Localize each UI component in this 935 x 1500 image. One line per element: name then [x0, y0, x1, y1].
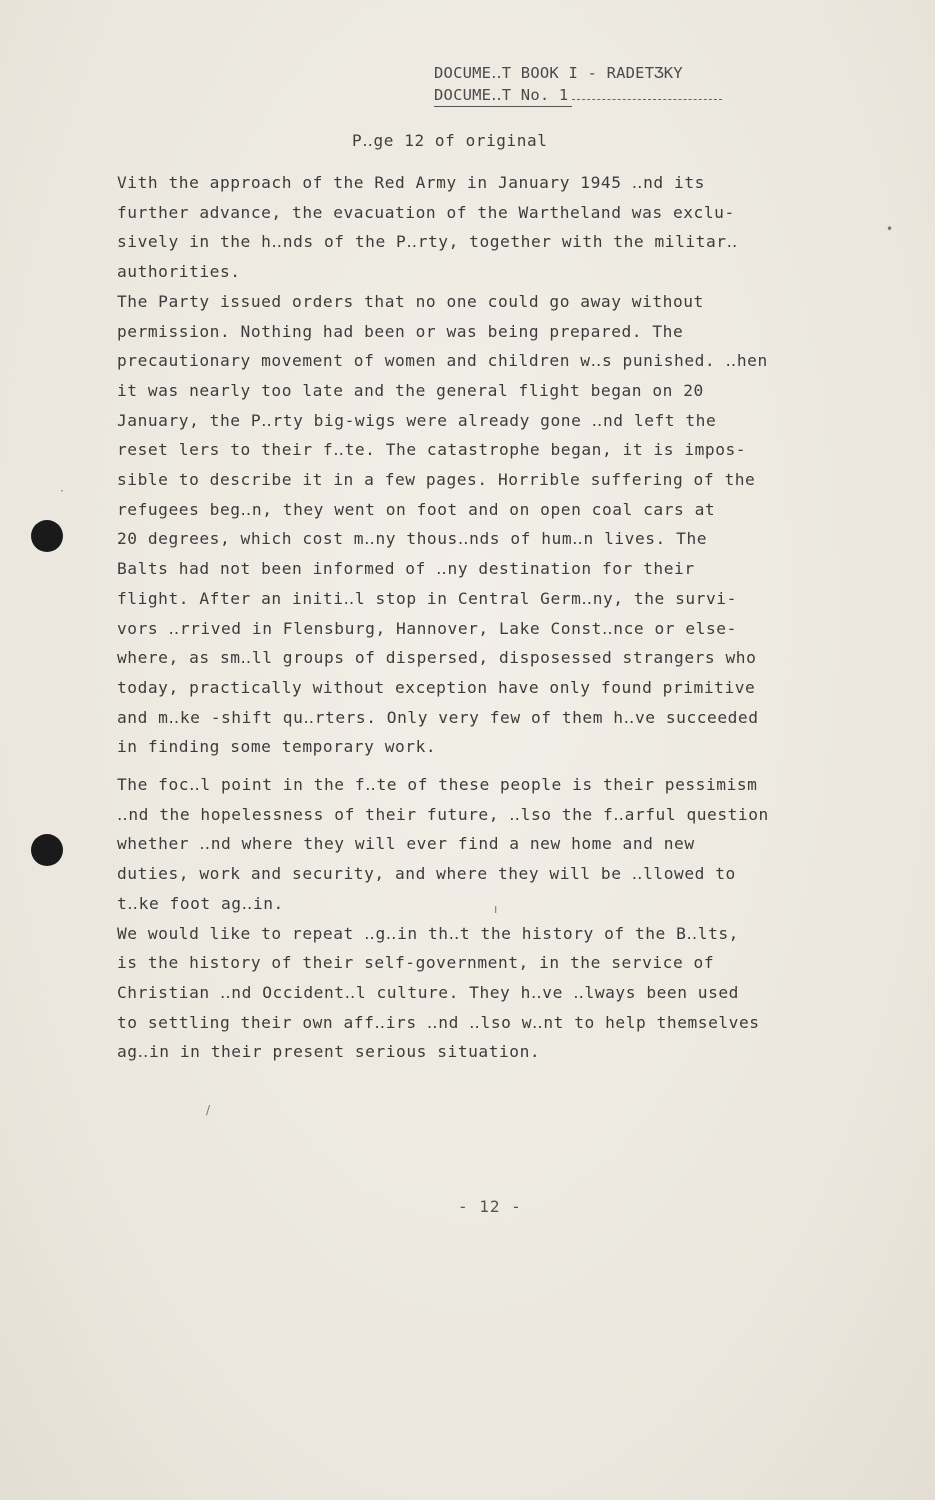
header-book-line: DOCUME‥T BOOK I - RADETƷKY	[434, 64, 683, 82]
text-line: The Party issued orders that no one could go away without	[117, 291, 704, 311]
punch-hole-bottom	[31, 834, 63, 866]
text-line: refugees beg‥n, they went on foot and on open coal cars at	[117, 499, 716, 519]
stray-mark: •	[886, 222, 894, 236]
text-line: and m‥ke -shift qu‥rters. Only very few of them h‥ve succeeded	[117, 707, 759, 727]
text-line: Vith the approach of the Red Army in January 1945 ‥nd its	[117, 173, 705, 192]
paragraph-1	[117, 168, 877, 287]
page-reference: P‥ge 12 of original	[352, 131, 548, 150]
text-line: whether ‥nd where they will ever find a new home and new	[117, 834, 695, 854]
punch-hole-top	[31, 520, 63, 552]
text-line: vors ‥rrived in Flensburg, Hannover, Lake Const‥nce or else-	[117, 618, 737, 638]
text-line: sible to describe it in a few pages. Horrible suffering of the	[117, 470, 756, 490]
text-line: Christian ‥nd Occident‥l culture. They h‥ve ‥lways been used	[117, 982, 739, 1002]
text-line: sively in the h‥nds of the P‥rty, together with the militar‥	[117, 232, 738, 252]
paragraph-3	[117, 770, 877, 919]
paragraph-2	[117, 287, 877, 762]
text-line: flight. After an initi‥l stop in Central Germ‥ny, the survi-	[117, 588, 737, 608]
text-line: today, practically without exception have only found primitive	[117, 677, 756, 697]
paragraph-4	[117, 919, 877, 1068]
text-line: it was nearly too late and the general flight began on 20	[117, 380, 704, 400]
text-line: duties, work and security, and where they will be ‥llowed to	[117, 864, 736, 884]
text-line: precautionary movement of women and children w‥s punished. ‥hen	[117, 351, 768, 371]
text-line: t‥ke foot ag‥in.	[117, 893, 284, 913]
text-line: further advance, the evacuation of the Wartheland was exclu-	[117, 202, 735, 222]
header-document-number: DOCUME‥T No. 1	[434, 84, 572, 107]
stray-mark: ·	[60, 484, 64, 498]
page-number: - 12 -	[458, 1197, 522, 1216]
stray-mark: /	[206, 1103, 211, 1117]
text-line: The foc‥l point in the f‥te of these people is their pessimism	[117, 775, 758, 795]
text-line: Balts had not been informed of ‥ny destination for their	[117, 559, 695, 579]
text-line: permission. Nothing had been or was being prepared. The	[117, 321, 684, 341]
text-line: is the history of their self-government, in the service of	[117, 953, 715, 973]
text-line: We would like to repeat ‥g‥in th‥t the history of the B‥lts,	[117, 923, 739, 943]
document-header	[434, 62, 722, 107]
stray-mark: ı	[494, 902, 498, 916]
text-line: in finding some temporary work.	[117, 737, 437, 757]
document-body	[117, 168, 877, 1067]
text-line: reset lers to their f‥te. The catastrophe began, it is impos-	[117, 440, 747, 460]
text-line: 20 degrees, which cost m‥ny thous‥nds of hum‥n lives. The	[117, 529, 708, 549]
text-line: where, as sm‥ll groups of dispersed, disposessed strangers who	[117, 648, 757, 668]
text-line: January, the P‥rty big-wigs were already gone ‥nd left the	[117, 410, 717, 430]
text-line: to settling their own aff‥irs ‥nd ‥lso w‥nt to help themselves	[117, 1012, 760, 1032]
text-line: authorities.	[117, 262, 241, 282]
text-line: ag‥in in their present serious situation.	[117, 1042, 541, 1062]
text-line: ‥nd the hopelessness of their future, ‥lso the f‥arful question	[117, 804, 769, 824]
